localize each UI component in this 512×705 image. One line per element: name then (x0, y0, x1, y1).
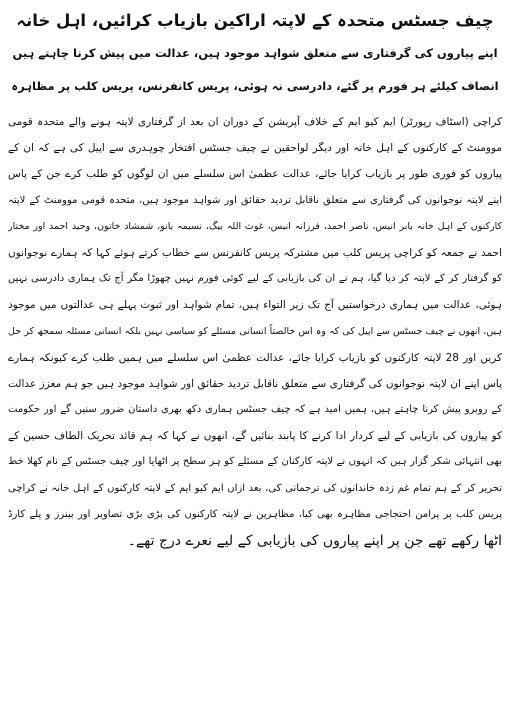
headline (8, 4, 502, 103)
body-line: تحریر کر کے ہم تمام غم زدہ خاندانوں کی ترجمانی کی، بعد ازاں ایم کیو ایم کے لاپتہ کارکنوں کے اہل خانہ نے کراچی (8, 482, 502, 494)
body-line: کراچی (اسٹاف رپورٹر) ایم کیو ایم کے خلاف آپریشن کے دوران ان بعد از گرفتاری لاپتہ ہونے والے متحدہ قومی (8, 116, 502, 128)
body-line: کے روبرو پیش کرنا چاہتے ہیں، ہمیں امید ہے کہ چیف جسٹس ہماری دکھ بھری داستان ضرور سنیں گے اور حکومت (8, 404, 502, 416)
body-line: احمد نے جمعہ کو کراچی پریس کلب میں مشترکہ پریس کانفرنس سے خطاب کرتے ہوئے کہا کہ ہمارے نوجوانوں (8, 246, 502, 259)
body-line: بھی انتہائی شکر گزار ہیں کہ انہوں نے لاپتہ کارکنان کے مسئلے کو ہر سطح پر اٹھایا اور چیف جسٹس کے نام کھلا خط (8, 456, 502, 468)
body-line: پیاروں کو فوری طور پر بازیاب کرایا جائے، عدالت عظمیٰ اس سلسلے میں ان لوگوں کو طلب کرے جن کے پاس (8, 168, 502, 181)
article-body (8, 109, 502, 554)
body-line: کارکنوں کے اہل خانہ بابر انیس، ناصر احمد، فرزانہ انیس، غوث اللہ بیگ، نسیمہ بانو، شمشاد خاتون، وحید احمد اور مختار (8, 220, 502, 232)
body-line: اپنے لاپتہ نوجوانوں کی گرفتاری سے متعلق ناقابل تردید حقائق اور شواہد موجود ہیں، متحدہ قومی موومنٹ کے لاپتہ (8, 194, 502, 206)
body-line: موومنٹ کے کارکنوں کے اہل خانہ اور دیگر لواحقین نے چیف جسٹس افتخار چوہدری سے اپیل کی ہے کہ ان کے (8, 142, 502, 155)
body-line: کو پیاروں کی بازیابی کے لیے کردار ادا کرنے کا پابند بنائیں گے، انھوں نے کہا کہ ہم قائد تحریک الطاف حسین کے (8, 430, 502, 443)
body-line: کریں اور 28 لاپتہ کارکنوں کو بازیاب کرایا جائے، عدالت عظمیٰ اس سلسلے میں ہمیں طلب کرے کیونکہ ہمارے (8, 351, 502, 364)
headline-line-1: چیف جسٹس متحدہ کے لاپتہ اراکین بازیاب کرائیں، اہل خانہ (16, 11, 494, 30)
body-line: پریس کلب پر پرامن احتجاجی مظاہرہ بھی کیا، مظاہرین نے لاپتہ کارکنوں کی بڑی بڑی تصاویر اور بینرز و پلے کارڈ (8, 508, 502, 520)
headline-line-2: اپنے پیاروں کی گرفتاری سے متعلق شواہد موجود ہیں، عدالت میں پیش کرنا چاہتے ہیں (12, 46, 498, 60)
body-line: ہوئی، عدالت میں ہماری درخواستیں آج تک زیر التواء ہیں، تمام شواہد اور ثبوت پہلے ہی عدالتوں میں موجود (8, 299, 502, 312)
body-line: پاس اپنے ان لاپتہ نوجوانوں کی گرفتاری سے متعلق ناقابل تردید حقائق اور شواہد موجود ہیں جو ہم معزز عدالت (8, 377, 502, 390)
body-line: ہیں، انھوں نے چیف جسٹس سے اپیل کی کہ وہ اس خالصتاً انسانی مسئلے کو سیاسی نہیں بلکہ انسانی مسئلہ سمجھ کر حل (8, 325, 502, 337)
body-line: اٹھا رکھے تھے جن پر اپنے پیاروں کی بازیابی کے لیے نعرے درج تھے۔ (127, 533, 502, 549)
body-line: کو گرفتار کر کے لاپتہ کر دیا گیا، ہم نے ان کی بازیابی کے لیے کوئی فورم نہیں چھوڑا مگر آج تک ہماری دادرسی نہیں (8, 273, 502, 285)
headline-line-3: انصاف کیلئے ہر فورم پر گئے، دادرسی نہ ہوئی، پریس کانفرنس، پریس کلب پر مظاہرہ (11, 79, 499, 93)
